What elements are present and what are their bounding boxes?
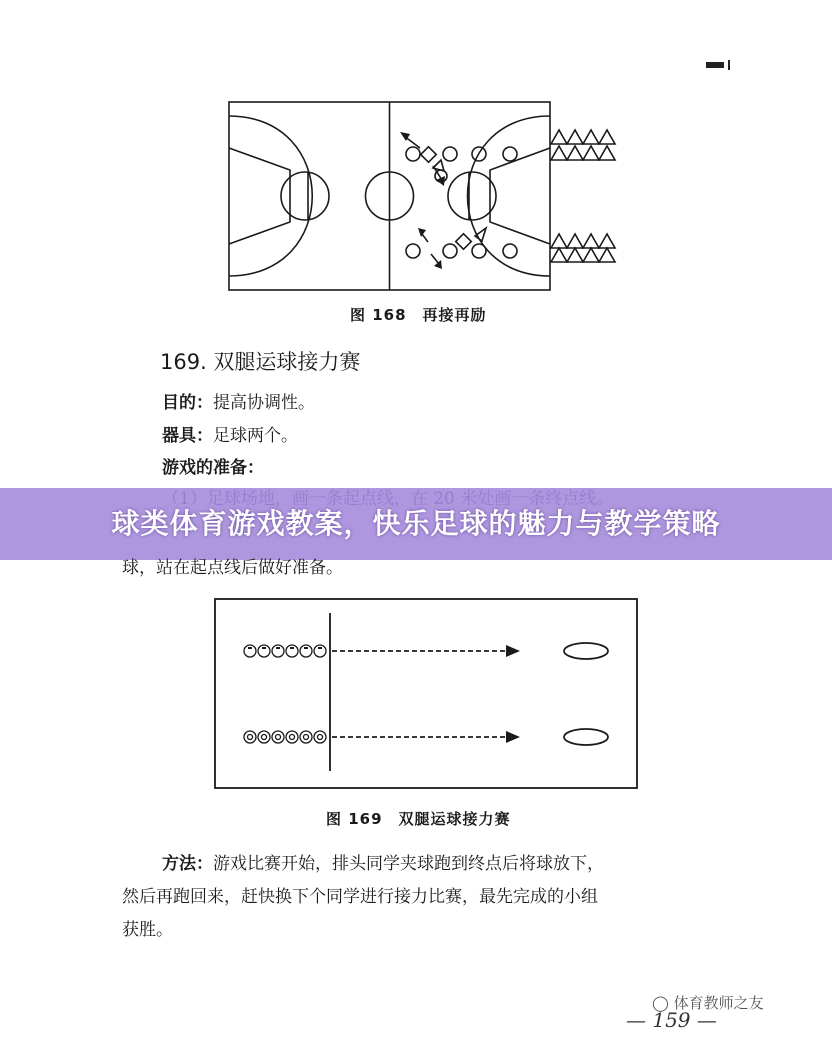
- player-marker: [443, 147, 457, 161]
- field-boundary: [215, 599, 637, 788]
- purpose-text: 提高协调性。: [213, 393, 315, 413]
- player-marker: [503, 147, 517, 161]
- player-marker: [503, 244, 517, 258]
- corner-mark: [706, 62, 724, 68]
- student-marker: [244, 731, 256, 743]
- corner-mark-line: [728, 60, 730, 70]
- player-marker: [406, 244, 420, 258]
- finish-target: [564, 643, 608, 659]
- move-arrowhead: [434, 260, 442, 269]
- opponent-marker: [599, 234, 615, 248]
- page-number: — 159 —: [626, 1008, 717, 1032]
- opponent-marker: [599, 146, 615, 160]
- finish-target: [564, 729, 608, 745]
- student-marker: [314, 731, 326, 743]
- student-face: [290, 647, 294, 649]
- student-ball: [248, 735, 253, 740]
- purpose-line: [162, 388, 315, 413]
- student-marker: [258, 645, 270, 657]
- opponent-marker: [551, 248, 567, 262]
- run-arrowhead: [506, 645, 520, 657]
- opponent-marker: [583, 234, 599, 248]
- move-arrow: [431, 254, 439, 264]
- left-key-circle: [281, 172, 329, 220]
- student-marker: [272, 645, 284, 657]
- method-line-2: 然后再跑回来，赶快换下个同学进行接力比赛，最先完成的小组: [122, 887, 598, 907]
- student-marker: [244, 645, 256, 657]
- court-diagram: [220, 96, 620, 298]
- student-face: [318, 647, 322, 649]
- player-marker: [443, 244, 457, 258]
- student-marker: [300, 645, 312, 657]
- student-marker: [272, 731, 284, 743]
- student-ball: [318, 735, 323, 740]
- wechat-icon: ◯: [652, 994, 669, 1012]
- equipment-text: 足球两个。: [213, 426, 298, 446]
- relay-diagram: [210, 596, 642, 792]
- method-line-1: [162, 849, 604, 874]
- student-ball: [262, 735, 267, 740]
- opponent-marker: [551, 146, 567, 160]
- right-key-circle: [448, 172, 496, 220]
- opponent-marker: [583, 248, 599, 262]
- student-ball: [290, 735, 295, 740]
- run-arrowhead: [506, 731, 520, 743]
- section-heading: 169. 双腿运球接力赛: [160, 350, 361, 374]
- banner-title: 球类体育游戏教案，快乐足球的魅力与教学策略: [111, 507, 721, 540]
- opponent-marker: [599, 130, 615, 144]
- prep-line-3: 球，站在起点线后做好准备。: [122, 558, 343, 578]
- student-marker: [286, 731, 298, 743]
- move-arrow: [422, 234, 428, 242]
- coach-marker: [456, 234, 472, 250]
- opponent-marker: [551, 130, 567, 144]
- student-marker: [314, 645, 326, 657]
- figure-169-caption: 图 169 双腿运球接力赛: [326, 810, 511, 828]
- figure-168-caption: 图 168 再接再励: [350, 306, 487, 324]
- method-line-3: 获胜。: [122, 920, 173, 940]
- player-marker: [406, 147, 420, 161]
- right-three-point-arc: [468, 116, 551, 276]
- move-arrow: [433, 166, 442, 180]
- equipment-line: [162, 421, 298, 446]
- method-text-1: 游戏比赛开始，排头同学夹球跑到终点后将球放下，: [213, 854, 604, 874]
- watermark-text: 体育教师之友: [673, 994, 764, 1012]
- student-ball: [304, 735, 309, 740]
- title-banner: [0, 488, 832, 560]
- coach-marker: [421, 147, 437, 163]
- student-marker: [258, 731, 270, 743]
- player-marker: [472, 244, 486, 258]
- opponent-marker: [475, 228, 486, 241]
- opponent-marker: [583, 146, 599, 160]
- right-lane: [490, 148, 550, 244]
- move-arrowhead: [418, 228, 426, 237]
- method-label: 方法：: [162, 854, 213, 874]
- opponent-marker: [567, 146, 583, 160]
- student-face: [276, 647, 280, 649]
- student-face: [304, 647, 308, 649]
- equipment-label: 器具：: [162, 426, 213, 446]
- purpose-label: 目的：: [162, 393, 213, 413]
- left-three-point-arc: [229, 116, 312, 276]
- opponent-marker: [551, 234, 567, 248]
- prep-label: 游戏的准备：: [162, 458, 264, 478]
- student-face: [248, 647, 252, 649]
- student-marker: [300, 731, 312, 743]
- student-ball: [276, 735, 281, 740]
- opponent-marker: [567, 234, 583, 248]
- opponent-marker: [567, 130, 583, 144]
- opponent-marker: [567, 248, 583, 262]
- student-marker: [286, 645, 298, 657]
- opponent-marker: [583, 130, 599, 144]
- opponent-marker: [599, 248, 615, 262]
- student-face: [262, 647, 266, 649]
